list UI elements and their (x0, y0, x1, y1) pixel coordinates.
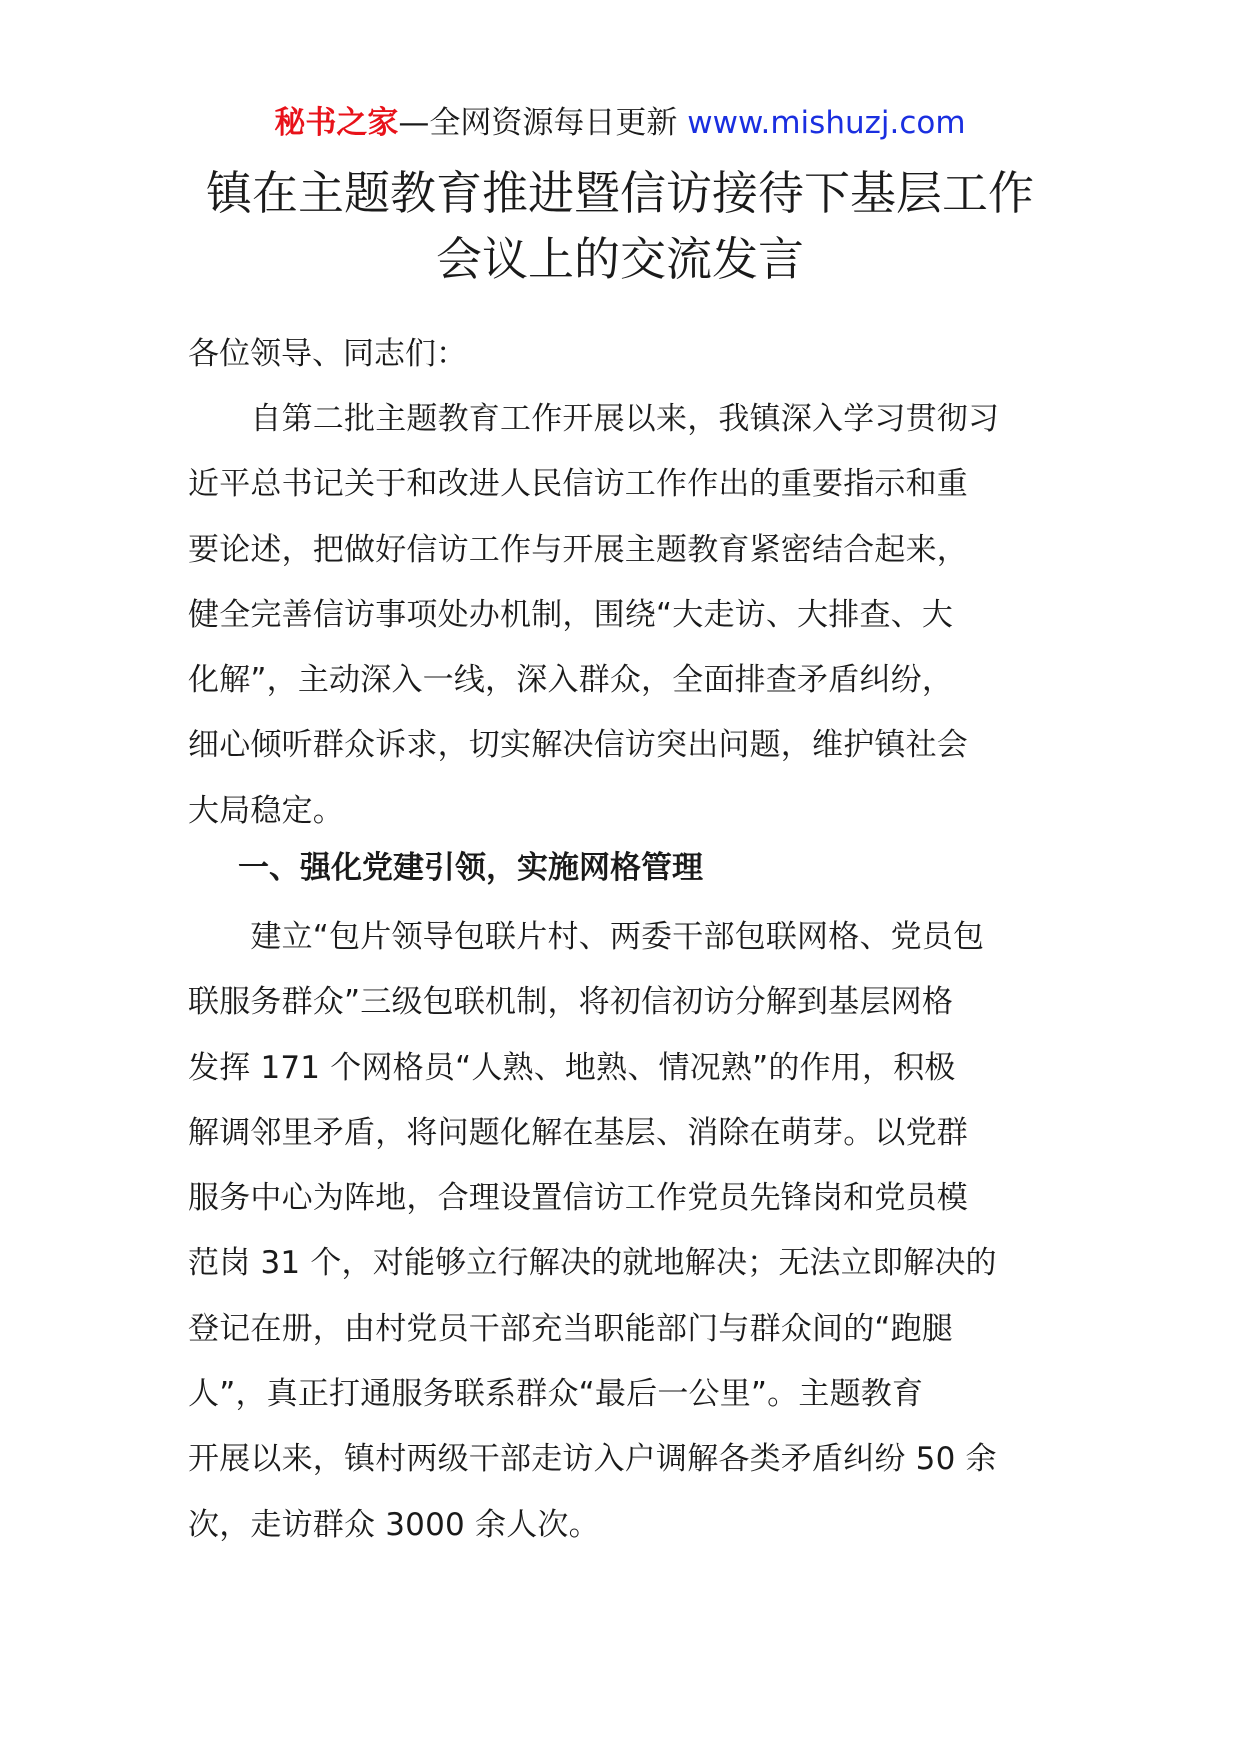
title-line-2: 会议上的交流发言 (436, 232, 804, 286)
text-line: 人”，真正打通服务联系群众“最后一公里”。主题教育 (188, 1376, 924, 1413)
text-line: 发挥 171 个网格员“人熟、地熟、情况熟”的作用，积极 (188, 1049, 956, 1086)
title-line-1: 镇在主题教育推进暨信访接待下基层工作 (206, 166, 1034, 220)
text-line: 登记在册，由村党员干部充当职能部门与群众间的“跑腿 (188, 1310, 954, 1347)
text-line: 解调邻里矛盾，将问题化解在基层、消除在萌芽。以党群 (188, 1114, 968, 1151)
paragraph-intro (188, 387, 1056, 844)
text-line: 健全完善信访事项处办机制，围绕“大走访、大排查、大 (188, 596, 954, 633)
text-line: 范岗 31 个，对能够立行解决的就地解决；无法立即解决的 (188, 1245, 997, 1282)
section-heading: 一、强化党建引领，实施网格管理 (238, 850, 703, 886)
text-line: 要论述，把做好信访工作与开展主题教育紧密结合起来， (188, 531, 968, 568)
document-title (0, 160, 1240, 292)
text-line: 大局稳定。 (188, 792, 344, 829)
text-line: 次，走访群众 3000 余人次。 (188, 1506, 600, 1543)
text-line: 联服务群众”三级包联机制，将初信初访分解到基层网格 (188, 984, 954, 1021)
brand-name: 秘书之家 (274, 105, 399, 141)
salutation: 各位领导、同志们： (188, 336, 467, 372)
paragraph-section-1 (188, 905, 1056, 1558)
text-line: 近平总书记关于和改进人民信访工作作出的重要指示和重 (188, 466, 968, 503)
banner-url-link[interactable]: www.mishuzj.com (687, 105, 966, 141)
text-line: 开展以来，镇村两级干部走访入户调解各类矛盾纠纷 50 余 (188, 1441, 997, 1478)
banner-slogan: —全网资源每日更新 (398, 105, 678, 141)
text-line: 自第二批主题教育工作开展以来，我镇深入学习贯彻习 (188, 401, 1000, 437)
text-line: 建立“包片领导包联片村、两委干部包联网格、党员包 (188, 919, 985, 955)
text-line: 细心倾听群众诉求，切实解决信访突出问题，维护镇社会 (188, 727, 968, 764)
text-line: 服务中心为阵地，合理设置信访工作党员先锋岗和党员模 (188, 1180, 968, 1217)
text-line: 化解”，主动深入一线，深入群众，全面排查矛盾纠纷， (188, 662, 954, 699)
site-banner (0, 100, 1240, 146)
